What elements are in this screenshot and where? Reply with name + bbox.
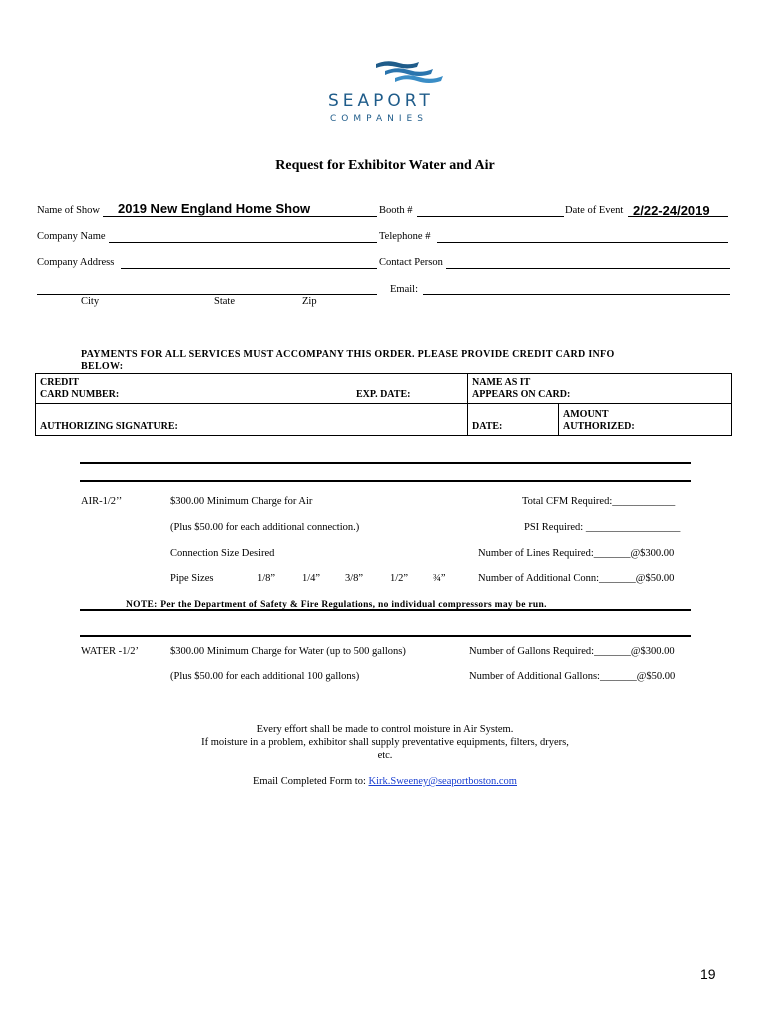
email-instruction <box>0 776 770 787</box>
credit-label-1: CREDIT <box>40 377 79 388</box>
payment-notice-line-1: PAYMENTS FOR ALL SERVICES MUST ACCOMPANY THIS ORDER. PLEASE PROVIDE CREDIT CARD INFO <box>81 349 615 360</box>
email-label: Email: <box>390 284 418 295</box>
note-divider <box>80 609 691 611</box>
water-min-charge: $300.00 Minimum Charge for Water (up to 500 gallons) <box>170 646 406 657</box>
contact-person-label: Contact Person <box>379 257 443 268</box>
date-of-event-label: Date of Event <box>565 205 624 216</box>
page-number: 19 <box>700 966 716 982</box>
pipe-size-option[interactable]: 1/8” <box>257 573 276 584</box>
name-on-card-cell[interactable] <box>468 374 732 404</box>
company-address-field[interactable] <box>121 268 377 269</box>
logo-companies-text: COMPANIES <box>330 114 428 124</box>
date-of-event-value: 2/22-24/2019 <box>633 203 710 218</box>
name-on-card-label-2: APPEARS ON CARD: <box>472 389 571 400</box>
telephone-field[interactable] <box>437 242 728 243</box>
water-divider <box>80 635 691 637</box>
state-label: State <box>214 296 235 307</box>
booth-label: Booth # <box>379 205 413 216</box>
air-min-charge: $300.00 Minimum Charge for Air <box>170 496 313 507</box>
exp-date-cell[interactable] <box>352 374 468 404</box>
address-line-2-field[interactable] <box>37 294 377 295</box>
contact-person-field[interactable] <box>446 268 730 269</box>
telephone-label: Telephone # <box>379 231 431 242</box>
pipe-size-option[interactable]: 1/2” <box>390 573 409 584</box>
total-cfm-required[interactable]: Total CFM Required:____________ <box>522 496 676 507</box>
gallons-required[interactable]: Number of Gallons Required:_______@$300.00 <box>469 646 675 657</box>
credit-card-number-cell[interactable] <box>36 374 353 404</box>
section-divider-top <box>80 462 691 464</box>
moisture-note-line-2: If moisture in a problem, exhibitor shall supply preventative equipments, filters, dryers, <box>201 737 569 748</box>
water-additional-charge: (Plus $50.00 for each additional 100 gallons) <box>170 671 360 682</box>
section-divider-bottom <box>80 480 691 482</box>
name-of-show-field[interactable] <box>103 216 377 217</box>
safety-note: NOTE: Per the Department of Safety & Fire Regulations, no individual compressors may be run. <box>126 600 547 610</box>
additional-connections[interactable]: Number of Additional Conn:_______@$50.00 <box>478 573 675 584</box>
email-link[interactable]: Kirk.Sweeney@seaportboston.com <box>368 776 517 787</box>
zip-label: Zip <box>302 296 317 307</box>
amount-authorized-cell[interactable] <box>559 404 732 436</box>
pipe-sizes-label: Pipe Sizes <box>170 573 214 584</box>
company-name-label: Company Name <box>37 231 106 242</box>
additional-gallons[interactable]: Number of Additional Gallons:_______@$50.00 <box>469 671 676 682</box>
amount-label-2: AUTHORIZED: <box>563 421 635 432</box>
city-label: City <box>81 296 100 307</box>
authorizing-signature-label: AUTHORIZING SIGNATURE: <box>40 421 178 432</box>
company-address-label: Company Address <box>37 257 115 268</box>
pipe-size-option[interactable]: 3/8” <box>345 573 364 584</box>
company-name-field[interactable] <box>109 242 377 243</box>
authorizing-signature-cell[interactable] <box>36 404 468 436</box>
date-cell[interactable] <box>468 404 559 436</box>
credit-card-table <box>35 373 732 436</box>
lines-required[interactable]: Number of Lines Required:_______@$300.00 <box>478 548 675 559</box>
name-of-show-label: Name of Show <box>37 205 100 216</box>
wave-logo-icon <box>373 58 445 86</box>
pipe-size-option[interactable]: ¾” <box>433 573 446 584</box>
payment-notice-line-2: BELOW: <box>81 361 124 372</box>
air-label: AIR-1/2’’ <box>81 496 123 507</box>
page-title: Request for Exhibitor Water and Air <box>275 158 495 173</box>
water-label: WATER -1/2’ <box>81 646 140 657</box>
exp-date-label: EXP. DATE: <box>356 389 411 400</box>
name-of-show-value: 2019 New England Home Show <box>118 201 311 216</box>
email-instruction-label: Email Completed Form to: <box>253 776 366 787</box>
credit-label-2: CARD NUMBER: <box>40 389 120 400</box>
email-field[interactable] <box>423 294 730 295</box>
amount-label-1: AMOUNT <box>563 409 609 420</box>
moisture-note-line-1: Every effort shall be made to control moisture in Air System. <box>256 724 514 735</box>
connection-size-label: Connection Size Desired <box>170 548 275 559</box>
name-on-card-label-1: NAME AS IT <box>472 377 531 388</box>
psi-required[interactable]: PSI Required: __________________ <box>524 522 681 533</box>
logo-seaport-text: SEAPORT <box>328 91 434 111</box>
air-additional-charge: (Plus $50.00 for each additional connection.) <box>170 522 360 533</box>
booth-field[interactable] <box>417 216 564 217</box>
date-label: DATE: <box>472 421 503 432</box>
moisture-note-line-3: etc. <box>377 750 393 761</box>
pipe-size-option[interactable]: 1/4” <box>302 573 321 584</box>
